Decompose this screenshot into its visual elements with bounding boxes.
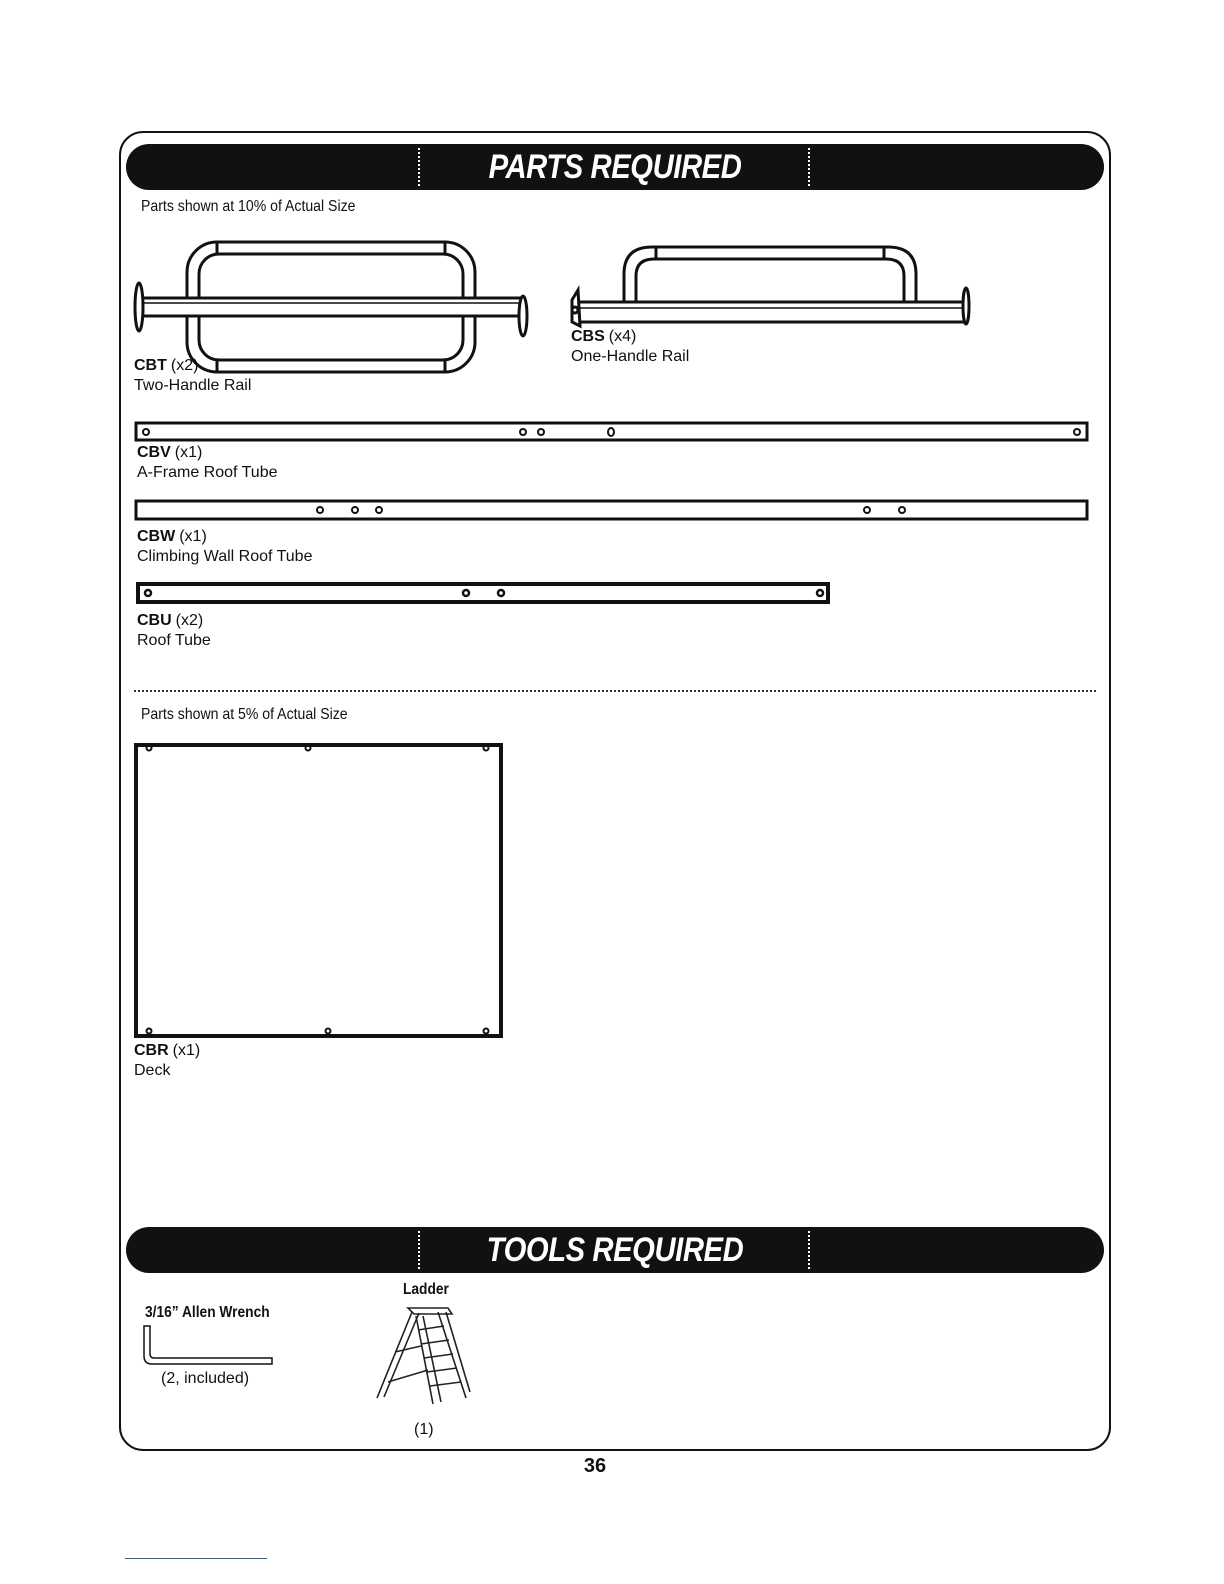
part-code: CBS: [571, 328, 605, 345]
part-code: CBV: [137, 444, 171, 461]
part-qty: (x1): [172, 1042, 201, 1059]
part-name: Deck: [134, 1062, 171, 1079]
part-name: A-Frame Roof Tube: [137, 464, 278, 481]
page-number: 36: [583, 1455, 607, 1477]
part-qty: (x2): [175, 612, 204, 629]
footer-rule: [125, 1558, 267, 1559]
tool-ladder-name: Ladder: [403, 1281, 449, 1298]
part-qty: (x4): [608, 328, 637, 345]
scale-note-10: Parts shown at 10% of Actual Size: [141, 198, 356, 215]
scale-note-5: Parts shown at 5% of Actual Size: [141, 706, 348, 723]
part-name: Two-Handle Rail: [134, 377, 252, 394]
tool-wrench-name: 3/16” Allen Wrench: [145, 1304, 270, 1321]
part-name: One-Handle Rail: [571, 348, 690, 365]
part-name: Climbing Wall Roof Tube: [137, 548, 313, 565]
tool-wrench-qty: (2, included): [161, 1370, 250, 1387]
tools-required-title: TOOLS REQUIRED: [486, 1231, 744, 1269]
part-qty: (x1): [174, 444, 203, 461]
part-qty: (x2): [170, 357, 199, 374]
ladder-icon: [377, 1308, 470, 1404]
part-code: CBR: [134, 1042, 169, 1059]
allen-wrench-icon: [144, 1326, 272, 1364]
part-qty: (x1): [179, 528, 207, 545]
tool-ladder-qty: (1): [414, 1421, 434, 1438]
part-name: Roof Tube: [137, 632, 211, 649]
part-code: CBT: [134, 357, 167, 374]
part-code: CBW: [137, 528, 176, 545]
part-code: CBU: [137, 612, 172, 629]
parts-required-title: PARTS REQUIRED: [488, 148, 742, 186]
